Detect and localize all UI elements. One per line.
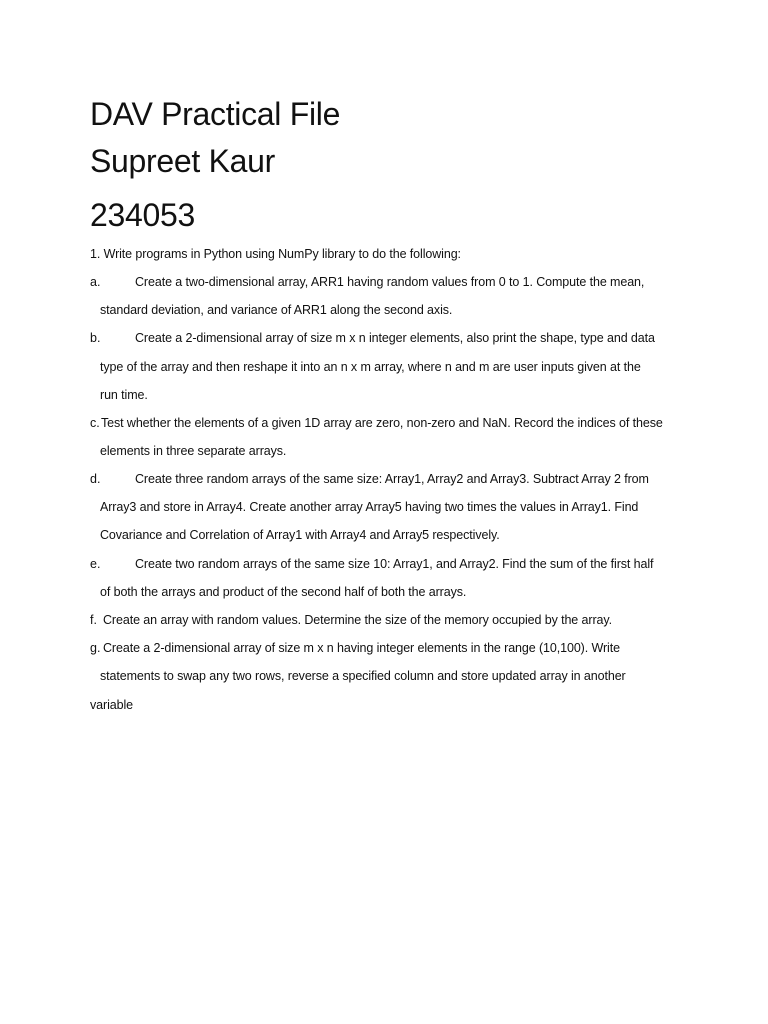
item-b-line-2: type of the array and then reshape it into an n x m array, where n and m are user inputs given at the — [100, 360, 641, 374]
item-f-line-1: Create an array with random values. Determine the size of the memory occupied by the array. — [103, 613, 612, 627]
item-b-line-1: Create a 2-dimensional array of size m x n integer elements, also print the shape, type and data — [135, 331, 655, 345]
roll-number: 234053 — [90, 197, 195, 233]
item-a-line-1: Create a two-dimensional array, ARR1 having random values from 0 to 1. Compute the mean, — [135, 275, 645, 289]
item-marker-e: e. — [90, 557, 101, 571]
student-name: Supreet Kaur — [90, 143, 275, 179]
item-g-line-1: Create a 2-dimensional array of size m x n having integer elements in the range (10,100). Write — [103, 641, 620, 655]
item-marker-f: f. — [90, 613, 97, 627]
item-a-line-2: standard deviation, and variance of ARR1 along the second axis. — [100, 303, 453, 317]
item-c-line-2: elements in three separate arrays. — [100, 444, 287, 458]
item-g-line-3: variable — [90, 698, 133, 712]
item-d-line-3: Covariance and Correlation of Array1 with Array4 and Array5 respectively. — [100, 528, 500, 542]
item-e-line-2: of both the arrays and product of the second half of both the arrays. — [100, 585, 467, 599]
question-intro: 1. Write programs in Python using NumPy library to do the following: — [90, 247, 461, 261]
item-marker-c: c. — [90, 416, 100, 430]
item-e-line-1: Create two random arrays of the same size 10: Array1, and Array2. Find the sum of the first half — [135, 557, 654, 571]
item-marker-b: b. — [90, 331, 101, 345]
item-c-line-1: Test whether the elements of a given 1D array are zero, non-zero and NaN. Record the indices of these — [101, 416, 663, 430]
item-d-line-2: Array3 and store in Array4. Create another array Array5 having two times the values in Array1. Find — [100, 500, 639, 514]
item-marker-g: g. — [90, 641, 101, 655]
document-title: DAV Practical File — [90, 96, 341, 132]
item-b-line-3: run time. — [100, 388, 148, 402]
item-marker-a: a. — [90, 275, 101, 289]
item-d-line-1: Create three random arrays of the same size: Array1, Array2 and Array3. Subtract Array 2 from — [135, 472, 649, 486]
item-g-line-2: statements to swap any two rows, reverse a specified column and store updated array in another — [100, 669, 626, 683]
item-marker-d: d. — [90, 472, 101, 486]
